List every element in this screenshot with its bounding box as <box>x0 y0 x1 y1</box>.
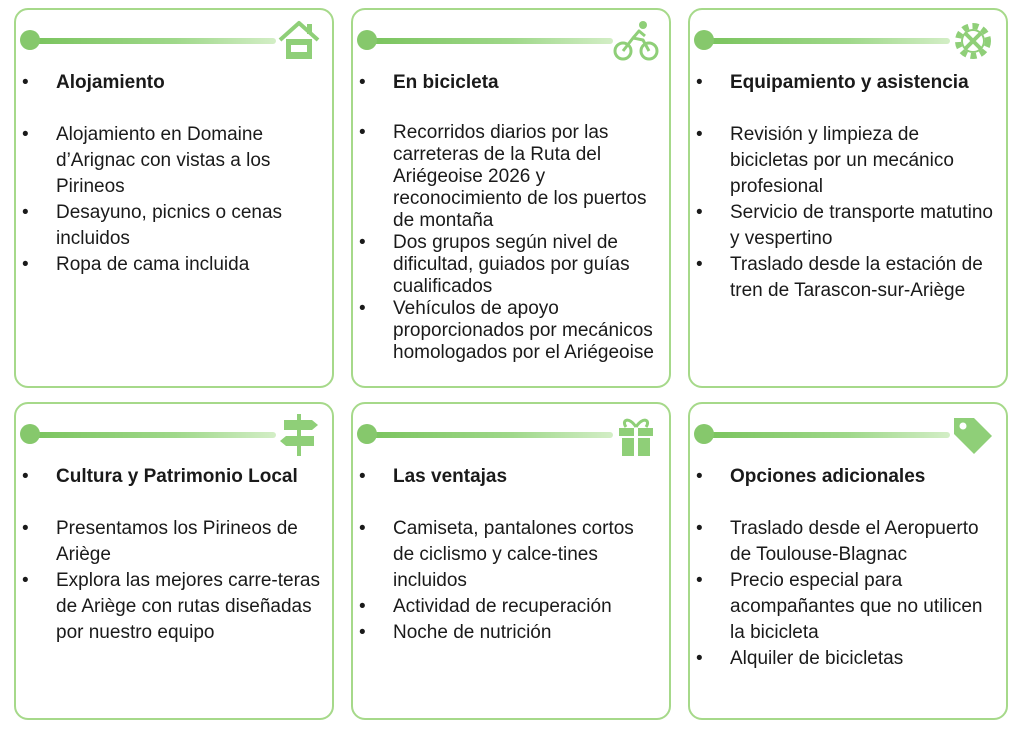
price-tag-icon <box>950 412 996 458</box>
cyclist-icon <box>613 18 659 64</box>
list-item: • Desayuno, picnics o cenas incluidos <box>22 202 283 249</box>
card-title: Equipamiento y asistencia <box>730 72 969 93</box>
feature-list <box>22 122 322 278</box>
card-header-bar <box>22 38 276 44</box>
list-item: • Revisión y limpieza de bicicletas por un mecánico profesional <box>696 124 954 197</box>
card-heading <box>696 72 969 94</box>
card-header-bar <box>696 432 950 438</box>
gear-wrench-icon <box>950 18 996 64</box>
bullet: • <box>22 466 29 487</box>
list-item: • Noche de nutrición <box>359 622 552 643</box>
list-item: • Recorridos diarios por las carreteras de la Ruta del Ariégeoise 2026 y reconocimiento de los puertos de montaña <box>359 122 647 231</box>
bullet: • <box>359 72 366 93</box>
bullet: • <box>696 72 703 93</box>
list-item: • Alojamiento en Domaine d’Arignac con vistas a los Pirineos <box>22 124 271 197</box>
gift-icon <box>613 412 659 458</box>
feature-list <box>359 122 659 364</box>
card-heading <box>359 466 507 488</box>
feature-list <box>696 516 996 672</box>
card-header-bar <box>696 38 950 44</box>
card-header-dot <box>694 424 714 444</box>
list-item: • Actividad de recuperación <box>359 596 612 617</box>
card-title: Las ventajas <box>393 466 508 487</box>
bullet: • <box>22 72 29 93</box>
list-item: • Camiseta, pantalones cortos de ciclismo y calce-tines incluidos <box>359 518 634 591</box>
list-item: • Servicio de transporte matutino y vespertino <box>696 202 993 249</box>
feature-list <box>696 122 996 304</box>
card-title: Opciones adicionales <box>730 466 926 487</box>
card-heading <box>359 72 499 94</box>
card-opciones <box>688 402 1008 720</box>
list-item: • Alquiler de bicicletas <box>696 648 904 669</box>
feature-list <box>22 516 322 646</box>
bullet: • <box>696 466 703 487</box>
signpost-icon <box>276 412 322 458</box>
list-item: • Traslado desde la estación de tren de Tarascon-sur-Ariège <box>696 254 983 301</box>
list-item: • Precio especial para acompañantes que no utilicen la bicicleta <box>696 570 983 643</box>
card-header-dot <box>357 30 377 50</box>
card-heading <box>22 72 165 94</box>
list-item: • Presentamos los Pirineos de Ariège <box>22 518 298 565</box>
card-title: En bicicleta <box>393 72 499 93</box>
card-header-bar <box>22 432 276 438</box>
card-header-bar <box>359 432 613 438</box>
card-equipamiento <box>688 8 1008 388</box>
list-item: • Vehículos de apoyo proporcionados por mecánicos homologados por el Ariégeoise <box>359 298 654 363</box>
list-item: • Dos grupos según nivel de dificultad, guiados por guías cualificados <box>359 232 630 297</box>
feature-list <box>359 516 659 646</box>
bullet: • <box>359 466 366 487</box>
card-header-dot <box>20 424 40 444</box>
card-header-dot <box>694 30 714 50</box>
list-item: • Explora las mejores carre-teras de Ariège con rutas diseñadas por nuestro equipo <box>22 570 320 643</box>
card-ventajas <box>351 402 671 720</box>
card-cultura <box>14 402 334 720</box>
card-header-dot <box>20 30 40 50</box>
card-title: Alojamiento <box>56 72 165 93</box>
card-alojamiento <box>14 8 334 388</box>
card-header-dot <box>357 424 377 444</box>
card-header-bar <box>359 38 613 44</box>
card-en-bicicleta <box>351 8 671 388</box>
house-icon <box>276 18 322 64</box>
card-heading <box>22 466 298 488</box>
card-heading <box>696 466 925 488</box>
list-item: • Ropa de cama incluida <box>22 254 250 275</box>
card-title: Cultura y Patrimonio Local <box>56 466 298 487</box>
list-item: • Traslado desde el Aeropuerto de Toulouse-Blagnac <box>696 518 979 565</box>
